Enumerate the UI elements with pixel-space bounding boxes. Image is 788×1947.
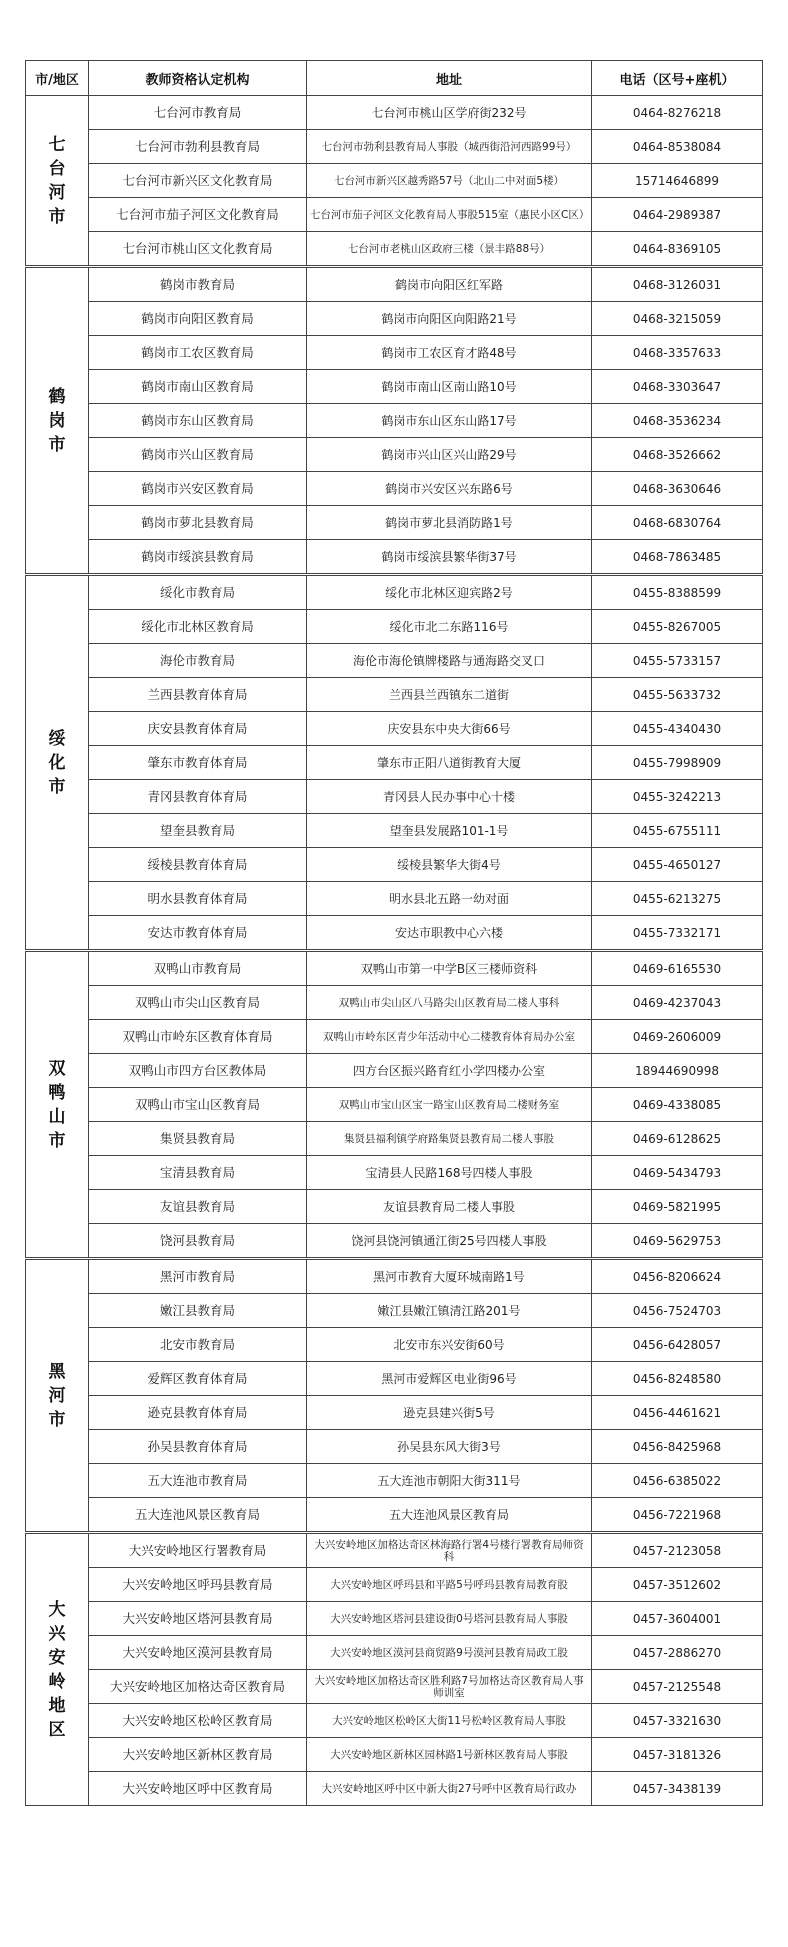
phone-cell: 0469-2606009 (592, 1020, 763, 1054)
institution-cell: 大兴安岭地区呼中区教育局 (89, 1772, 307, 1806)
table-row (26, 1568, 763, 1602)
phone-cell: 0457-2886270 (592, 1636, 763, 1670)
phone-cell: 0456-7524703 (592, 1294, 763, 1328)
address-cell: 鹤岗市向阳区向阳路21号 (307, 302, 592, 336)
institution-cell: 肇东市教育体育局 (89, 746, 307, 780)
address-cell: 饶河县饶河镇通江街25号四楼人事股 (307, 1224, 592, 1259)
region-label: 鹤岗市 (48, 386, 66, 455)
table-row (26, 1498, 763, 1533)
institution-cell: 海伦市教育局 (89, 644, 307, 678)
phone-cell: 0464-8538084 (592, 130, 763, 164)
phone-cell: 0468-3357633 (592, 336, 763, 370)
address-cell: 大兴安岭地区呼玛县和平路5号呼玛县教育局教育股 (307, 1568, 592, 1602)
phone-cell: 0457-3321630 (592, 1704, 763, 1738)
address-cell: 鹤岗市工农区育才路48号 (307, 336, 592, 370)
phone-cell: 0456-4461621 (592, 1396, 763, 1430)
region-cell (26, 575, 89, 951)
address-cell: 绥化市北二东路116号 (307, 610, 592, 644)
institution-cell: 七台河市勃利县教育局 (89, 130, 307, 164)
address-cell: 鹤岗市兴山区兴山路29号 (307, 438, 592, 472)
institution-cell: 宝清县教育局 (89, 1156, 307, 1190)
table-row (26, 575, 763, 610)
institution-cell: 鹤岗市工农区教育局 (89, 336, 307, 370)
address-cell: 逊克县建兴街5号 (307, 1396, 592, 1430)
institution-cell: 大兴安岭地区新林区教育局 (89, 1738, 307, 1772)
address-cell: 鹤岗市南山区南山路10号 (307, 370, 592, 404)
address-cell: 五大连池风景区教育局 (307, 1498, 592, 1533)
table-row (26, 1362, 763, 1396)
phone-cell: 0456-8206624 (592, 1259, 763, 1294)
region-cell (26, 1259, 89, 1533)
address-cell: 嫩江县嫩江镇清江路201号 (307, 1294, 592, 1328)
table-row (26, 1636, 763, 1670)
address-cell: 宝清县人民路168号四楼人事股 (307, 1156, 592, 1190)
address-cell: 肇东市正阳八道街教育大厦 (307, 746, 592, 780)
phone-cell: 0457-2125548 (592, 1670, 763, 1704)
table-row (26, 370, 763, 404)
institution-cell: 鹤岗市兴山区教育局 (89, 438, 307, 472)
phone-cell: 0469-4237043 (592, 986, 763, 1020)
phone-cell: 0455-7332171 (592, 916, 763, 951)
table-row (26, 472, 763, 506)
institution-cell: 北安市教育局 (89, 1328, 307, 1362)
table-row (26, 712, 763, 746)
address-cell: 大兴安岭地区松岭区大街11号松岭区教育局人事股 (307, 1704, 592, 1738)
institution-cell: 五大连池风景区教育局 (89, 1498, 307, 1533)
table-row (26, 1533, 763, 1568)
phone-cell: 0456-7221968 (592, 1498, 763, 1533)
institution-cell: 望奎县教育局 (89, 814, 307, 848)
phone-cell: 0469-5434793 (592, 1156, 763, 1190)
phone-cell: 0457-3512602 (592, 1568, 763, 1602)
institution-cell: 双鸭山市四方台区教体局 (89, 1054, 307, 1088)
phone-cell: 0469-6128625 (592, 1122, 763, 1156)
header-row (26, 61, 763, 96)
address-cell: 安达市职教中心六楼 (307, 916, 592, 951)
address-cell: 孙吴县东风大街3号 (307, 1430, 592, 1464)
phone-cell: 0468-7863485 (592, 540, 763, 575)
institution-cell: 鹤岗市南山区教育局 (89, 370, 307, 404)
institution-cell: 鹤岗市东山区教育局 (89, 404, 307, 438)
institution-cell: 五大连池市教育局 (89, 1464, 307, 1498)
institution-cell: 友谊县教育局 (89, 1190, 307, 1224)
institution-cell: 安达市教育体育局 (89, 916, 307, 951)
institution-cell: 大兴安岭地区塔河县教育局 (89, 1602, 307, 1636)
table-row (26, 1054, 763, 1088)
institution-cell: 双鸭山市尖山区教育局 (89, 986, 307, 1020)
phone-cell: 0469-4338085 (592, 1088, 763, 1122)
table-row (26, 882, 763, 916)
phone-cell: 0469-5821995 (592, 1190, 763, 1224)
phone-cell: 15714646899 (592, 164, 763, 198)
table-row (26, 746, 763, 780)
header-institution: 教师资格认定机构 (89, 61, 307, 96)
address-cell: 五大连池市朝阳大街311号 (307, 1464, 592, 1498)
phone-cell: 0468-3303647 (592, 370, 763, 404)
table-body (26, 96, 763, 1806)
address-cell: 四方台区振兴路育红小学四楼办公室 (307, 1054, 592, 1088)
table-row (26, 1156, 763, 1190)
phone-cell: 0468-3526662 (592, 438, 763, 472)
table-row (26, 302, 763, 336)
header-region: 市/地区 (26, 61, 89, 96)
table-row (26, 951, 763, 986)
table-row (26, 404, 763, 438)
phone-cell: 0457-2123058 (592, 1533, 763, 1568)
region-cell (26, 267, 89, 575)
institution-cell: 青冈县教育体育局 (89, 780, 307, 814)
table-row (26, 678, 763, 712)
table-row (26, 644, 763, 678)
institution-cell: 孙吴县教育体育局 (89, 1430, 307, 1464)
table-row (26, 1122, 763, 1156)
institution-cell: 七台河市教育局 (89, 96, 307, 130)
table-row (26, 438, 763, 472)
phone-cell: 0469-5629753 (592, 1224, 763, 1259)
table-row (26, 164, 763, 198)
address-cell: 大兴安岭地区漠河县商贸路9号漠河县教育局政工股 (307, 1636, 592, 1670)
table-row (26, 336, 763, 370)
table-row (26, 780, 763, 814)
table-row (26, 1088, 763, 1122)
table-row (26, 540, 763, 575)
address-cell: 青冈县人民办事中心十楼 (307, 780, 592, 814)
address-cell: 绥棱县繁华大街4号 (307, 848, 592, 882)
table-row (26, 198, 763, 232)
institution-cell: 双鸭山市宝山区教育局 (89, 1088, 307, 1122)
phone-cell: 0455-8267005 (592, 610, 763, 644)
phone-cell: 0469-6165530 (592, 951, 763, 986)
phone-cell: 0455-7998909 (592, 746, 763, 780)
address-cell: 望奎县发展路101-1号 (307, 814, 592, 848)
table-row (26, 130, 763, 164)
phone-cell: 0455-5733157 (592, 644, 763, 678)
region-label: 黑河市 (48, 1361, 66, 1430)
table-row (26, 232, 763, 267)
institution-cell: 鹤岗市绥滨县教育局 (89, 540, 307, 575)
phone-cell: 0464-8276218 (592, 96, 763, 130)
institution-cell: 鹤岗市萝北县教育局 (89, 506, 307, 540)
phone-cell: 0455-6213275 (592, 882, 763, 916)
institution-cell: 嫩江县教育局 (89, 1294, 307, 1328)
address-cell: 大兴安岭地区新林区园林路1号新林区教育局人事股 (307, 1738, 592, 1772)
phone-cell: 0464-8369105 (592, 232, 763, 267)
table-row (26, 1464, 763, 1498)
region-cell (26, 96, 89, 267)
table-row (26, 96, 763, 130)
address-cell: 鹤岗市向阳区红军路 (307, 267, 592, 302)
institution-cell: 七台河市茄子河区文化教育局 (89, 198, 307, 232)
institution-cell: 鹤岗市教育局 (89, 267, 307, 302)
institution-cell: 双鸭山市教育局 (89, 951, 307, 986)
institution-cell: 大兴安岭地区呼玛县教育局 (89, 1568, 307, 1602)
table-row (26, 1738, 763, 1772)
phone-cell: 18944690998 (592, 1054, 763, 1088)
institution-cell: 兰西县教育体育局 (89, 678, 307, 712)
institution-cell: 鹤岗市向阳区教育局 (89, 302, 307, 336)
address-cell: 七台河市勃利县教育局人事股（城西街沿河西路99号） (307, 130, 592, 164)
phone-cell: 0457-3181326 (592, 1738, 763, 1772)
institution-cell: 逊克县教育体育局 (89, 1396, 307, 1430)
institution-cell: 明水县教育体育局 (89, 882, 307, 916)
address-cell: 明水县北五路一幼对面 (307, 882, 592, 916)
phone-cell: 0468-3630646 (592, 472, 763, 506)
teacher-cert-table (25, 60, 763, 1806)
address-cell: 七台河市老桃山区政府三楼（景丰路88号） (307, 232, 592, 267)
address-cell: 鹤岗市东山区东山路17号 (307, 404, 592, 438)
address-cell: 兰西县兰西镇东二道街 (307, 678, 592, 712)
address-cell: 七台河市新兴区越秀路57号（北山二中对面5楼） (307, 164, 592, 198)
table-row (26, 610, 763, 644)
institution-cell: 七台河市新兴区文化教育局 (89, 164, 307, 198)
institution-cell: 黑河市教育局 (89, 1259, 307, 1294)
table-row (26, 986, 763, 1020)
region-label: 七台河市 (48, 134, 66, 227)
table-row (26, 1704, 763, 1738)
phone-cell: 0456-6428057 (592, 1328, 763, 1362)
address-cell: 黑河市教育大厦环城南路1号 (307, 1259, 592, 1294)
phone-cell: 0455-5633732 (592, 678, 763, 712)
institution-cell: 饶河县教育局 (89, 1224, 307, 1259)
institution-cell: 大兴安岭地区行署教育局 (89, 1533, 307, 1568)
address-cell: 七台河市桃山区学府街232号 (307, 96, 592, 130)
address-cell: 黑河市爱辉区电业街96号 (307, 1362, 592, 1396)
institution-cell: 大兴安岭地区漠河县教育局 (89, 1636, 307, 1670)
table-row (26, 1190, 763, 1224)
table-row (26, 1396, 763, 1430)
address-cell: 集贤县福利镇学府路集贤县教育局二楼人事股 (307, 1122, 592, 1156)
region-cell (26, 951, 89, 1259)
phone-cell: 0457-3438139 (592, 1772, 763, 1806)
phone-cell: 0468-3536234 (592, 404, 763, 438)
address-cell: 绥化市北林区迎宾路2号 (307, 575, 592, 610)
table-row (26, 814, 763, 848)
table-row (26, 267, 763, 302)
region-cell (26, 1533, 89, 1806)
institution-cell: 鹤岗市兴安区教育局 (89, 472, 307, 506)
institution-cell: 绥化市教育局 (89, 575, 307, 610)
phone-cell: 0468-6830764 (592, 506, 763, 540)
address-cell: 大兴安岭地区加格达奇区胜利路7号加格达奇区教育局人事师训室 (307, 1670, 592, 1704)
phone-cell: 0468-3215059 (592, 302, 763, 336)
phone-cell: 0455-4650127 (592, 848, 763, 882)
address-cell: 大兴安岭地区加格达奇区林海路行署4号楼行署教育局师资科 (307, 1533, 592, 1568)
phone-cell: 0455-3242213 (592, 780, 763, 814)
table-row (26, 1772, 763, 1806)
address-cell: 海伦市海伦镇牌楼路与通海路交叉口 (307, 644, 592, 678)
region-label: 大兴安岭地区 (48, 1599, 66, 1740)
address-cell: 大兴安岭地区塔河县建设街0号塔河县教育局人事股 (307, 1602, 592, 1636)
header-phone: 电话（区号+座机） (592, 61, 763, 96)
address-cell: 双鸭山市尖山区八马路尖山区教育局二楼人事科 (307, 986, 592, 1020)
institution-cell: 绥化市北林区教育局 (89, 610, 307, 644)
institution-cell: 双鸭山市岭东区教育体育局 (89, 1020, 307, 1054)
region-label: 双鸭山市 (48, 1058, 66, 1151)
address-cell: 鹤岗市兴安区兴东路6号 (307, 472, 592, 506)
institution-cell: 爱辉区教育体育局 (89, 1362, 307, 1396)
phone-cell: 0456-6385022 (592, 1464, 763, 1498)
address-cell: 鹤岗市萝北县消防路1号 (307, 506, 592, 540)
header-address: 地址 (307, 61, 592, 96)
table-row (26, 1328, 763, 1362)
address-cell: 庆安县东中央大街66号 (307, 712, 592, 746)
table-row (26, 506, 763, 540)
phone-cell: 0456-8248580 (592, 1362, 763, 1396)
address-cell: 鹤岗市绥滨县繁华街37号 (307, 540, 592, 575)
table-row (26, 1602, 763, 1636)
phone-cell: 0457-3604001 (592, 1602, 763, 1636)
address-cell: 七台河市茄子河区文化教育局人事股515室（惠民小区C区） (307, 198, 592, 232)
table-row (26, 1294, 763, 1328)
institution-cell: 七台河市桃山区文化教育局 (89, 232, 307, 267)
address-cell: 双鸭山市岭东区青少年活动中心二楼教育体育局办公室 (307, 1020, 592, 1054)
institution-cell: 大兴安岭地区加格达奇区教育局 (89, 1670, 307, 1704)
phone-cell: 0456-8425968 (592, 1430, 763, 1464)
address-cell: 双鸭山市宝山区宝一路宝山区教育局二楼财务室 (307, 1088, 592, 1122)
phone-cell: 0455-8388599 (592, 575, 763, 610)
phone-cell: 0455-4340430 (592, 712, 763, 746)
institution-cell: 绥棱县教育体育局 (89, 848, 307, 882)
phone-cell: 0455-6755111 (592, 814, 763, 848)
table-row (26, 1430, 763, 1464)
institution-cell: 大兴安岭地区松岭区教育局 (89, 1704, 307, 1738)
address-cell: 友谊县教育局二楼人事股 (307, 1190, 592, 1224)
address-cell: 双鸭山市第一中学B区三楼师资科 (307, 951, 592, 986)
institution-cell: 集贤县教育局 (89, 1122, 307, 1156)
phone-cell: 0468-3126031 (592, 267, 763, 302)
address-cell: 大兴安岭地区呼中区中新大街27号呼中区教育局行政办 (307, 1772, 592, 1806)
region-label: 绥化市 (48, 728, 66, 797)
address-cell: 北安市东兴安街60号 (307, 1328, 592, 1362)
table-row (26, 848, 763, 882)
institution-cell: 庆安县教育体育局 (89, 712, 307, 746)
table-row (26, 1670, 763, 1704)
table-row (26, 1259, 763, 1294)
table-row (26, 1020, 763, 1054)
table-row (26, 1224, 763, 1259)
phone-cell: 0464-2989387 (592, 198, 763, 232)
table-row (26, 916, 763, 951)
